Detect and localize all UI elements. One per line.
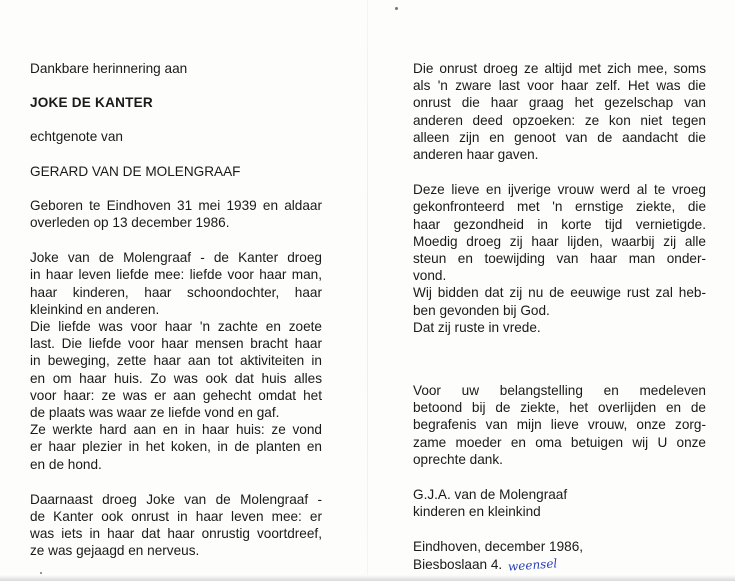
signatory-name: G.J.A. van de Molengraaf: [413, 487, 568, 503]
text-line: ze was gejaagd en nerveus.: [30, 543, 200, 559]
text-line: in haar leven liefde mee: liefde voor haar man,: [30, 267, 322, 283]
text-line: anderen deed opzoeken: ze kon niet tegen: [413, 112, 706, 128]
text-line: Wij bidden dat zij nu de eeuwige rust zal heb-: [413, 285, 706, 301]
signature-block: [413, 486, 706, 520]
text-line: Dat zij ruste in vrede.: [413, 319, 541, 335]
text-line: Joke van de Molengraaf - de Kanter droeg: [30, 250, 322, 266]
text-line: steun en toewijding van haar man onder-: [413, 251, 706, 267]
text-line: zame moeder en oma betuigen wij U onze: [413, 434, 706, 450]
left-paragraph-1: [30, 249, 322, 473]
text-line: voor haar: ze was er aan gehecht omdat het: [30, 387, 322, 403]
text-line: ben gevonden bij God.: [413, 302, 550, 318]
text-line: alleen zijn en genoot van de aandacht die: [413, 129, 706, 145]
text-line: kleinkind en anderen.: [30, 301, 160, 317]
text-line: Die liefde was voor haar 'n zachte en zoete: [30, 319, 322, 335]
speck-top: [395, 7, 398, 10]
text-line: haar gezondheid in korte tijd vernietigde.: [413, 216, 706, 232]
text-line: vond.: [413, 268, 447, 284]
text-line: Ze werkte hard aan en in haar huis: ze vond: [30, 422, 322, 438]
text-line: en de hond.: [30, 456, 102, 472]
text-line: Moedig droeg zij haar lijden, waarbij zij alle: [413, 233, 706, 249]
address: Biesboslaan 4.: [413, 556, 503, 572]
text-line: Deze lieve en ijverige vrouw werd al te vroeg: [413, 182, 706, 198]
intro-text: Dankbare herinnering aan: [30, 61, 188, 76]
address-line: [413, 556, 706, 574]
text-line: overleden op 13 december 1986.: [30, 215, 230, 231]
text-line: was iets in haar dat haar onrustig voortdreef,: [30, 526, 322, 542]
text-line: Voor uw belangstelling en medeleven: [413, 383, 706, 399]
text-line: begrafenis van mijn lieve vrouw, onze zorg-: [413, 417, 706, 433]
thanks-paragraph: [413, 382, 706, 468]
text-line: als 'n zware last voor haar zelf. Het was die: [413, 78, 706, 94]
text-line: Die onrust droeg ze altijd met zich mee, soms: [413, 61, 706, 76]
deceased-name: JOKE DE KANTER: [30, 95, 153, 111]
place-date: Eindhoven, december 1986,: [413, 539, 584, 555]
signatory-family: kinderen en kleinkind: [413, 504, 541, 520]
right-column: [413, 60, 706, 574]
center-fold: [367, 0, 368, 581]
text-line: en om haar huis. Zo was ook dat huis alles: [30, 370, 322, 386]
text-line: oprechte dank.: [413, 451, 503, 467]
text-line: Daarnaast droeg Joke van de Molengraaf -: [30, 491, 322, 507]
right-paragraph-1: [413, 60, 706, 163]
text-line: onrust die haar graag het gezelschap van: [413, 95, 706, 111]
text-line: in beweging, zette haar aan tot aktiviteiten in: [30, 353, 322, 369]
text-line: de plaats was waar ze liefde vond en gaf.: [30, 405, 280, 421]
text-line: anderen haar gaven.: [413, 147, 539, 163]
text-line: last. Die liefde voor haar mensen bracht haar: [30, 336, 322, 352]
handwritten-note: weensel: [507, 555, 558, 574]
text-line: gekonfronteerd met 'n ernstige ziekte, die: [413, 199, 706, 215]
birth-death-info: [30, 197, 322, 231]
text-line: haar kinderen, haar schoondochter, haar: [30, 284, 322, 300]
left-paragraph-2: [30, 491, 322, 560]
left-column: [30, 60, 322, 560]
text-line: de Kanter ook onrust in haar leven mee: er: [30, 509, 322, 525]
spouse-name: GERARD VAN DE MOLENGRAAF: [30, 163, 241, 179]
speck-bottom: [40, 572, 42, 574]
text-line: Geboren te Eindhoven 31 mei 1939 en aldaar: [30, 197, 322, 213]
scan-edge: [0, 575, 735, 581]
text-line: betoond bij de ziekte, het overlijden en de: [413, 400, 706, 416]
place-address-block: [413, 538, 706, 573]
text-line: er haar plezier in het koken, in de planten en: [30, 439, 322, 455]
right-paragraph-2: [413, 181, 706, 336]
spouse-label: echtgenote van: [30, 129, 123, 145]
